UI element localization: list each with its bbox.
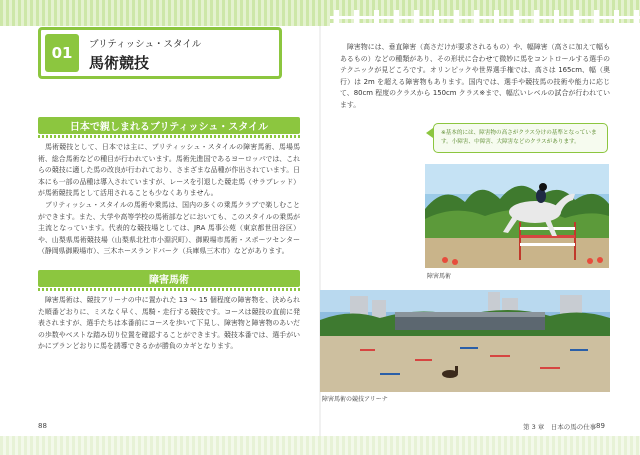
chapter-title: 馬術競技: [89, 54, 150, 72]
photo1-caption: 障害馬術: [427, 273, 452, 280]
section1-paragraph-1: 馬術競技として、日本では主に、ブリティッシュ・スタイルの障害馬術、馬場馬術、総合馬術などの種目が行われています。馬術先進国であるヨーロッパでは、これらの競技に適した馬の改良が行われており、さまざまな品種が作出されています。日本にも一部の品種は導入されていますが、レースを引退した競走馬（サラブレッド）が馬術競技馬として活用されることも少なくありません。: [38, 143, 300, 198]
photo-jumping-arena: [320, 290, 610, 392]
chapter-title-box: [38, 27, 282, 79]
callout-pointer: [426, 128, 433, 138]
bottom-decorative-band: [0, 436, 640, 455]
chapter-number: 01: [45, 34, 79, 72]
section-heading-text: 日本で親しまれるブリティッシュ・スタイル: [69, 122, 269, 133]
section2-paragraph-1: 障害馬術は、競技アリーナの中に置かれた 13 ～ 15 個程度の障害物を、決められた順番どおりに、ミスなく早く、馬騎・走行する競技です。コースは競技の直前に発表されますが、選手たちは本番前にコースを歩いて下見し、障害物と障害物のあいだの歩数やベストな踏み切り位置を確認することができます。競技本番では、選手がいかにブランどおりに馬を誘導できるかが勝負のカギとなります。: [38, 296, 300, 351]
section-heading-show-jumping: [38, 270, 300, 287]
section2-body: [38, 295, 300, 353]
section-heading-british-style: [38, 117, 300, 134]
heading-dot-line: [38, 135, 300, 138]
heading-dot-line: [38, 288, 300, 291]
photo-show-jumping: [425, 164, 609, 268]
section1-paragraph-2: ブリティッシュ・スタイルの馬術や乗馬は、国内の多くの乗馬クラブで楽しむことができます。また、大学や高等学校の馬術部などにおいても、このスタイルの乗馬が主流となっています。代表的な競技場としては、JRA 馬事公苑（東京都世田谷区）や、山梨県馬術競技場（山梨県北杜市小淵沢町）、御殿場市馬術・スポーツセンター（静岡県御殿場市）、三木ホースランドパーク（兵庫県三木市）などがあります。: [38, 200, 300, 256]
photo2-caption: 障害馬術の競技アリーナ: [322, 396, 388, 403]
page-number-left: 88: [38, 422, 47, 430]
footer-chapter-label: 第 3 章 日本の馬の仕事: [523, 423, 597, 431]
right-intro-body: [340, 42, 610, 112]
footnote-callout: ※基本的には、障害物の高さがクラス分けの基準となっています。小障害、中障害、大障害などのクラスがあります。: [433, 123, 608, 153]
fence-decoration: [330, 8, 640, 30]
right-intro-paragraph: 障害物には、垂直障害（高さだけが要求されるもの）や、幅障害（高さに加えて幅もあるもの）などの種類があり、その形状に合わせて微妙に馬をコントロールする選手のテクニックが見どころです。オリンピックや世界選手権では、高さは 165cm、幅（奥行）は 2m を超える障害物もあります。国内では、選手や競技馬の技術や能力に応じて、80cm 程度のクラスから 150cm クラス※まで、幅広いレベルの試合が行われています。: [340, 43, 610, 109]
section1-body: [38, 142, 300, 258]
chapter-subtitle: ブリティッシュ・スタイル: [89, 39, 202, 50]
section-heading-text: 障害馬術: [149, 275, 189, 286]
page-number-right: 89: [596, 422, 605, 430]
